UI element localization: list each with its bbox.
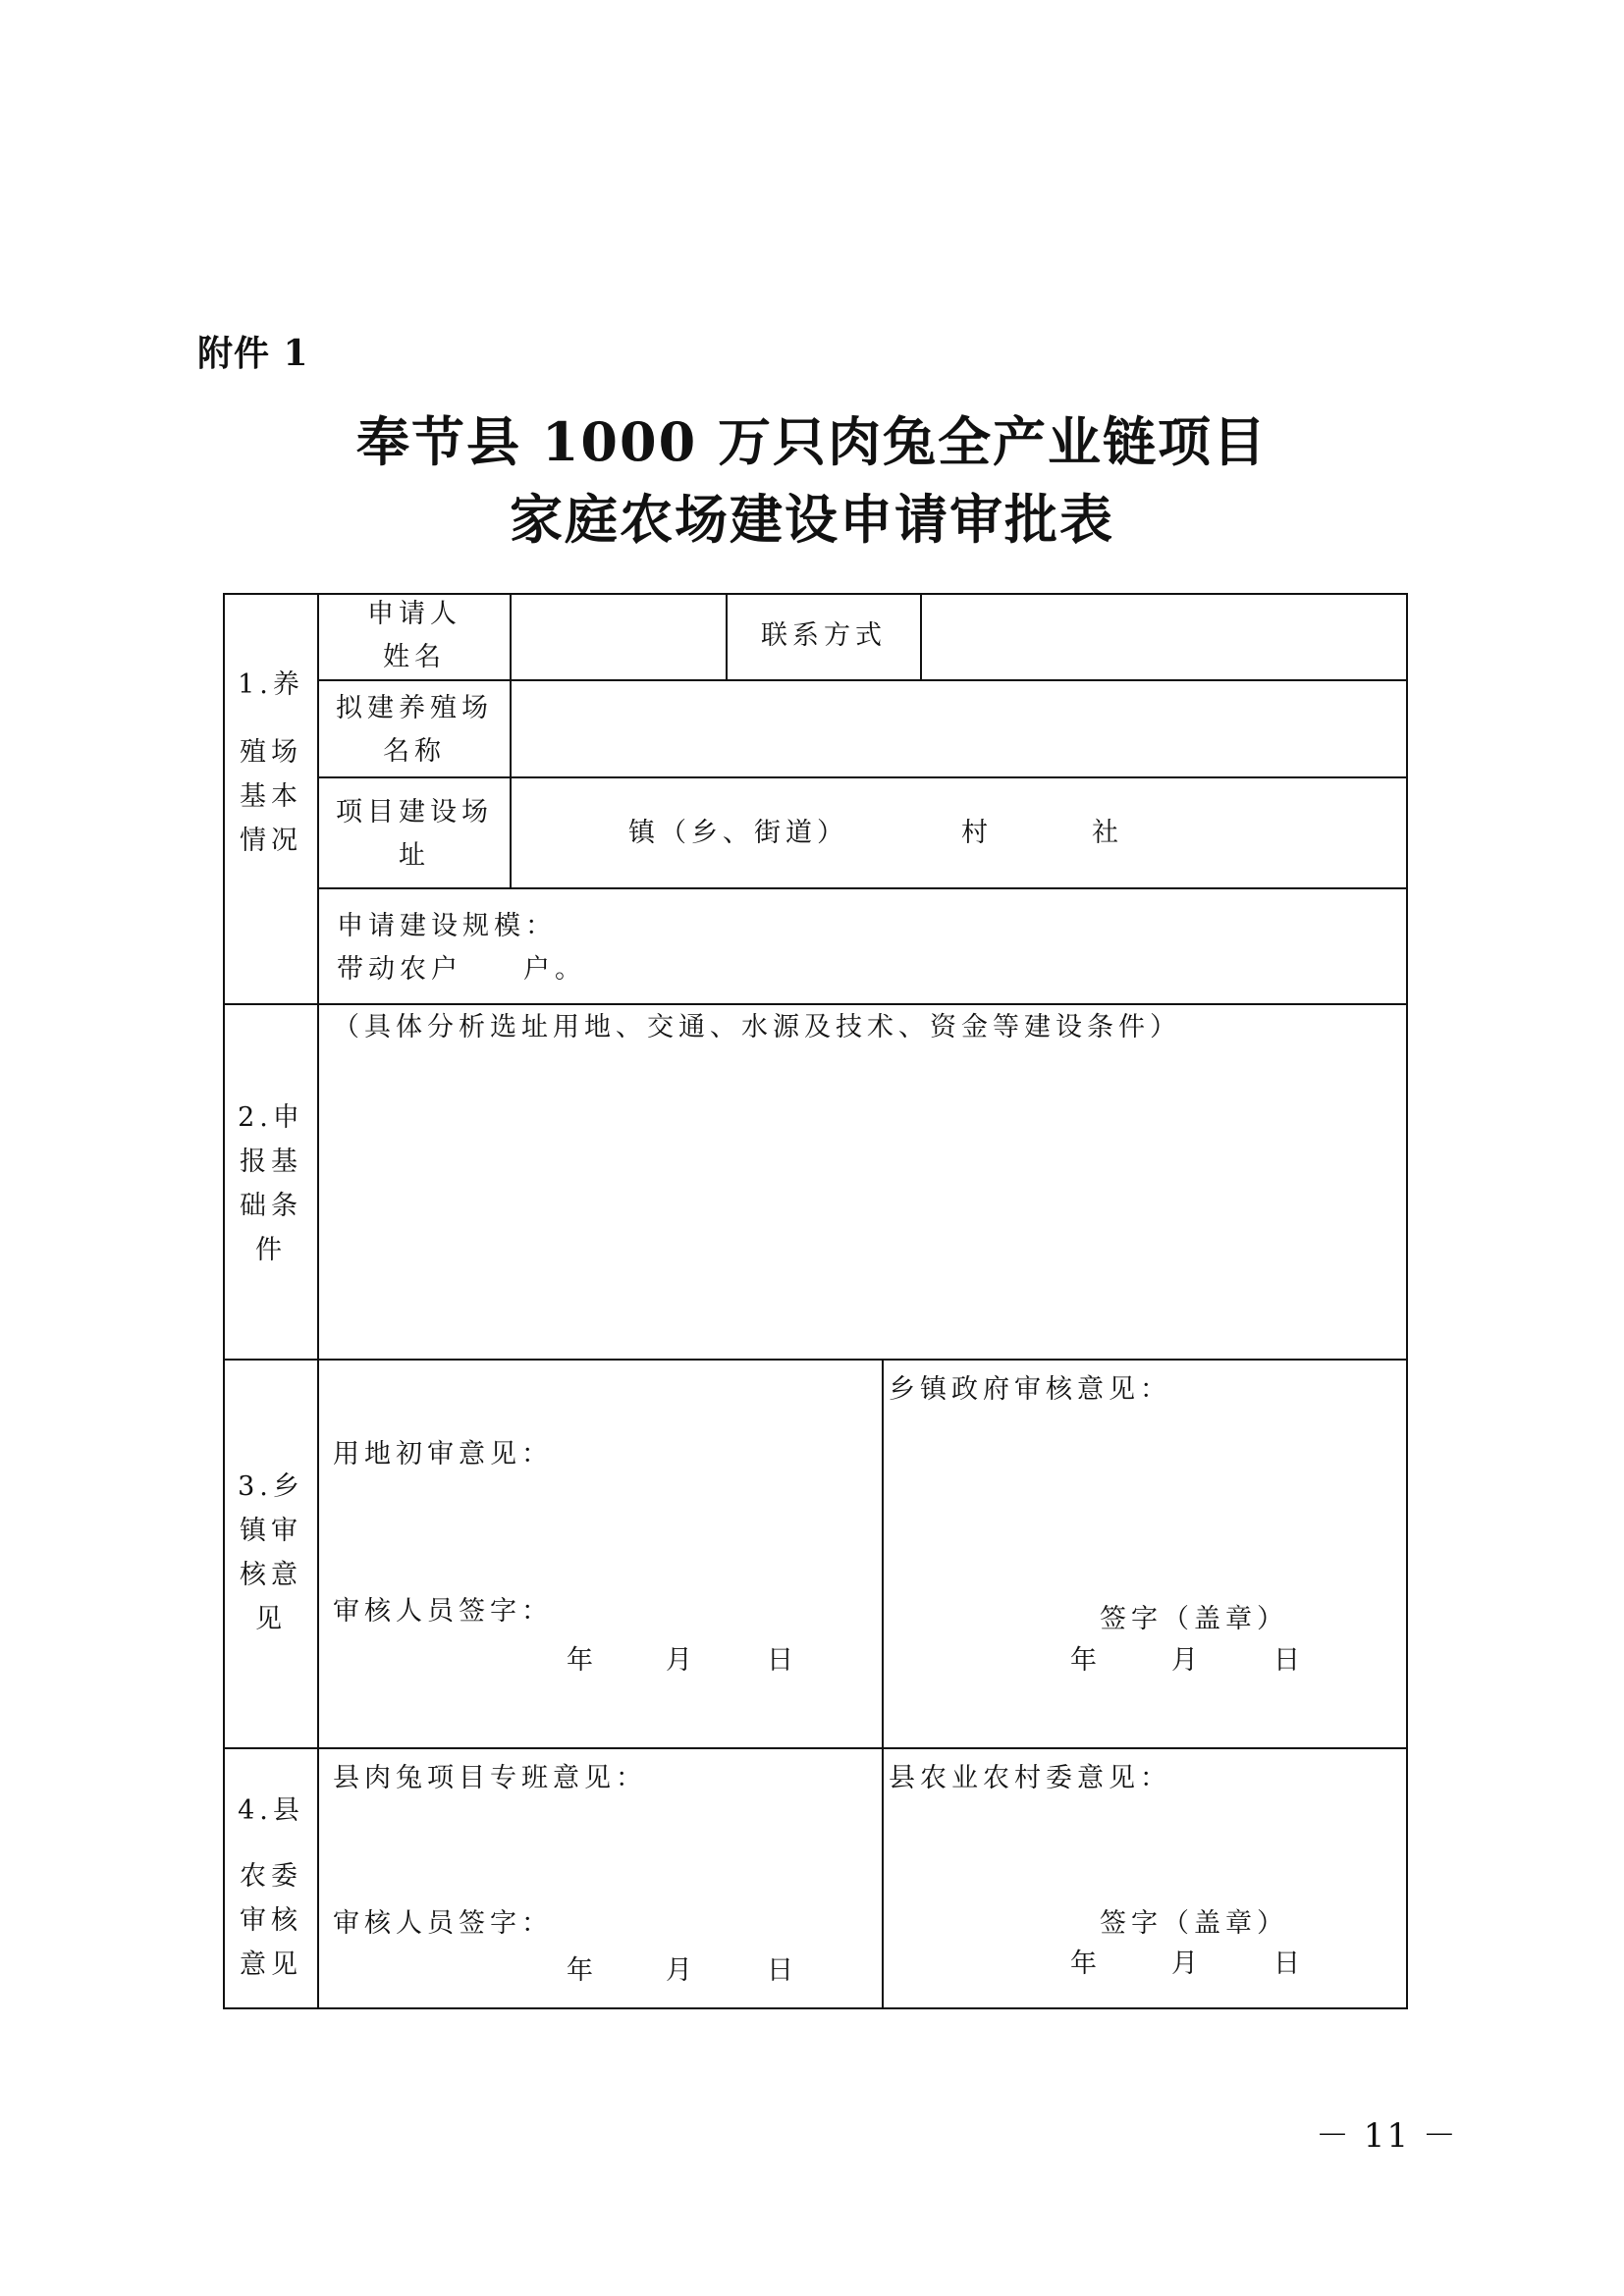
town-government-opinion-label: 乡镇政府审核意见： <box>889 1374 1171 1405</box>
attachment-label: 附件 1 <box>197 333 309 374</box>
date-month: 月 <box>1171 1645 1203 1676</box>
section1-label: 1.养 殖场 基本 情况 <box>238 669 304 856</box>
conditions-hint: （具体分析选址用地、交通、水源及技术、资金等建设条件） <box>333 1012 1181 1042</box>
opinion-split-divider <box>882 1359 884 2009</box>
reviewer-signature-label: 审核人员签字： <box>333 1908 553 1939</box>
date-day: 日 <box>767 1955 798 1986</box>
construction-scale-label: 申请建设规模： <box>337 911 557 941</box>
document-title-line2: 家庭农场建设申请审批表 <box>510 488 1114 551</box>
date-year: 年 <box>567 1955 598 1986</box>
section-divider-3 <box>223 1747 1408 1749</box>
section-divider-1 <box>223 1003 1408 1005</box>
address-village: 村 <box>961 818 993 848</box>
date-day: 日 <box>1273 1645 1305 1676</box>
page-number: － 11 － <box>1316 2116 1458 2156</box>
date-day: 日 <box>1273 1949 1305 1979</box>
row-divider-address <box>317 887 1408 889</box>
reviewer-signature-label: 审核人员签字： <box>333 1596 553 1627</box>
date-month: 月 <box>1171 1949 1203 1979</box>
project-address-label: 项目建设场 址 <box>336 797 493 871</box>
land-preliminary-opinion-label: 用地初审意见： <box>333 1439 553 1469</box>
farm-name-label: 拟建养殖场 名称 <box>336 693 493 767</box>
contact-right-divider <box>920 593 922 681</box>
date-year: 年 <box>567 1645 598 1676</box>
row-divider-applicant <box>317 679 1408 681</box>
section3-label: 3.乡 镇审 核意 见 <box>238 1471 304 1634</box>
address-town: 镇（乡、街道） <box>628 818 848 848</box>
project-team-opinion-label: 县肉兔项目专班意见： <box>333 1763 647 1793</box>
section4-label: 4.县 农委 审核 意见 <box>238 1795 304 1980</box>
application-form-table <box>223 593 1408 2009</box>
agri-committee-opinion-label: 县农业农村委意见： <box>889 1763 1171 1793</box>
date-month: 月 <box>666 1955 697 1986</box>
row-divider-farm-name <box>317 776 1408 778</box>
document-title-line1: 奉节县 1000 万只肉兔全产业链项目 <box>356 410 1268 473</box>
section2-label: 2.申 报基 础条 件 <box>238 1102 304 1265</box>
date-month: 月 <box>666 1645 697 1676</box>
table-border-right <box>1406 593 1408 2009</box>
section-divider-2 <box>223 1359 1408 1361</box>
contact-label: 联系方式 <box>761 620 887 651</box>
applicant-name-label: 申请人 姓名 <box>367 599 461 672</box>
signature-seal-label: 签字（盖章） <box>1100 1604 1288 1634</box>
address-community: 社 <box>1092 818 1123 848</box>
date-year: 年 <box>1070 1645 1102 1676</box>
date-year: 年 <box>1070 1949 1102 1979</box>
signature-seal-label: 签字（盖章） <box>1100 1908 1288 1939</box>
households-prefix: 带动农户 <box>337 954 462 985</box>
table-border-bottom <box>223 2007 1408 2009</box>
date-day: 日 <box>767 1645 798 1676</box>
field-label-divider <box>510 593 512 889</box>
households-suffix: 户。 <box>523 954 586 985</box>
